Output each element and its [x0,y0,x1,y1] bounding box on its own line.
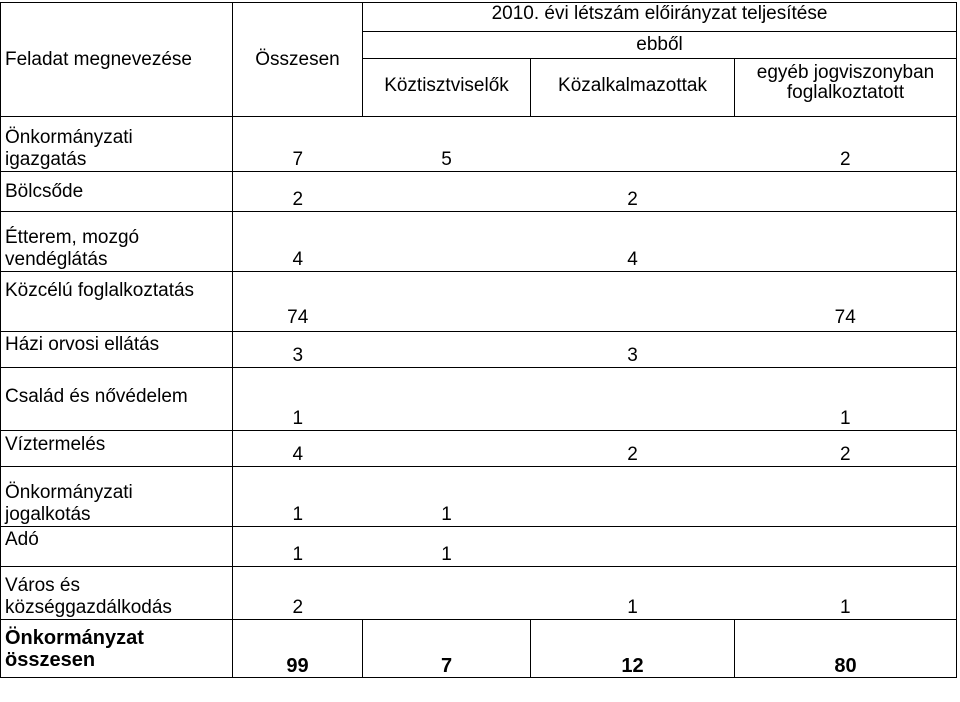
headcount-table [0,2,957,678]
cell-civil: 5 [363,117,531,172]
summary-total: 99 [233,620,363,678]
row-label [1,117,233,172]
row-label: Házi orvosi ellátás [1,332,233,368]
cell-civil: 1 [363,527,531,567]
cell-total: 4 [233,431,363,467]
cell-public [531,272,735,332]
task-name-header: Feladat megnevezése [1,3,233,117]
cell-public [531,368,735,431]
row-label-line1: Önkormányzati [5,127,133,148]
cell-total: 2 [233,172,363,212]
cell-other: 2 [735,117,957,172]
row-label-line2: vendéglátás [5,249,108,270]
cell-public: 3 [531,332,735,368]
other-employment-header-line2: foglalkoztatott [786,82,905,103]
row-label-line1: Város és [5,575,80,596]
cell-public [531,117,735,172]
cell-public: 2 [531,431,735,467]
row-label-line2: jogalkotás [5,504,91,525]
total-header: Összesen [233,3,363,117]
cell-civil [363,368,531,431]
row-label-line2: igazgatás [5,149,87,170]
row-label: Közcélú foglalkoztatás [1,272,233,332]
cell-total: 1 [233,368,363,431]
cell-other [735,527,957,567]
row-label: Bölcsőde [1,172,233,212]
row-label-line1: Étterem, mozgó [5,227,140,248]
of-which-header: ebből [363,32,957,59]
cell-other: 1 [735,567,957,620]
cell-total: 3 [233,332,363,368]
cell-other [735,172,957,212]
summary-label-line1: Önkormányzat [5,626,144,649]
other-employment-header [735,59,957,117]
cell-civil [363,172,531,212]
row-label [1,567,233,620]
summary-other: 80 [735,620,957,678]
cell-public: 2 [531,172,735,212]
public-employees-header: Közalkalmazottak [531,59,735,117]
cell-total: 7 [233,117,363,172]
cell-total: 1 [233,527,363,567]
cell-other: 2 [735,431,957,467]
cell-civil: 1 [363,467,531,527]
cell-other [735,467,957,527]
cell-civil [363,212,531,272]
cell-total: 74 [233,272,363,332]
row-label [1,467,233,527]
row-label [1,212,233,272]
summary-civil: 7 [363,620,531,678]
cell-total: 1 [233,467,363,527]
cell-civil [363,272,531,332]
cell-public [531,527,735,567]
row-label: Család és nővédelem [1,368,233,431]
cell-public: 1 [531,567,735,620]
cell-civil [363,567,531,620]
civil-servants-header: Köztisztviselők [363,59,531,117]
cell-total: 4 [233,212,363,272]
other-employment-header-line1: egyéb jogviszonyban [756,62,935,83]
row-label: Adó [1,527,233,567]
cell-public: 4 [531,212,735,272]
cell-other: 1 [735,368,957,431]
row-label-line2: községgazdálkodás [5,597,172,618]
cell-other: 74 [735,272,957,332]
summary-label [1,620,233,678]
summary-label-line2: összesen [5,648,96,671]
cell-total: 2 [233,567,363,620]
cell-public [531,467,735,527]
cell-civil [363,332,531,368]
cell-other [735,212,957,272]
main-title-header: 2010. évi létszám előirányzat teljesítése [363,3,957,32]
summary-public: 12 [531,620,735,678]
cell-other [735,332,957,368]
cell-civil [363,431,531,467]
row-label: Víztermelés [1,431,233,467]
row-label-line1: Önkormányzati [5,482,133,503]
